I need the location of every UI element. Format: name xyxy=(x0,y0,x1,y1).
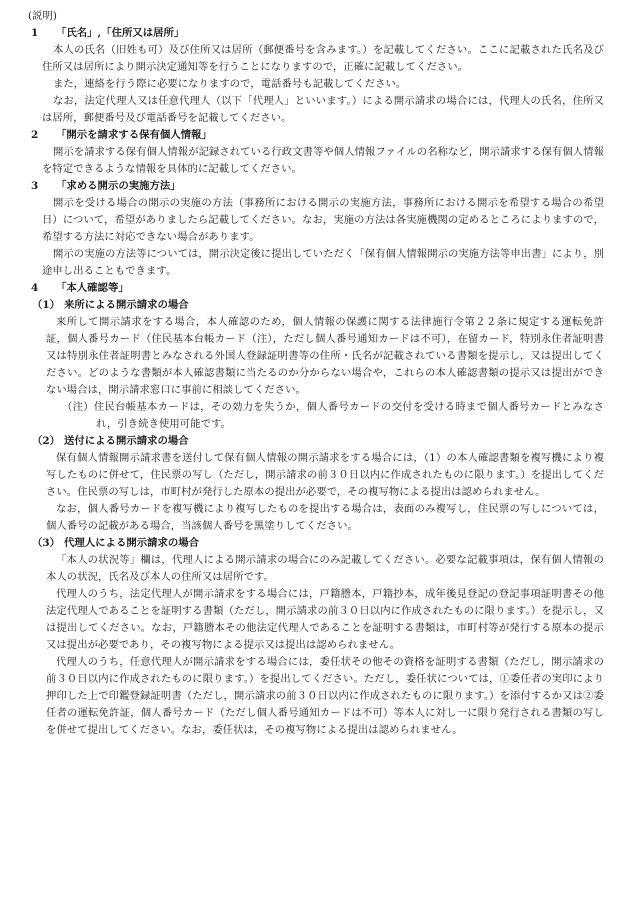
section-name-address xyxy=(26,25,604,127)
subsection-by-agent xyxy=(26,535,604,739)
section-title: 「開示を請求する保有個人情報」 xyxy=(56,129,212,141)
subsection-number: （1） xyxy=(32,299,61,311)
document-title: (説明) xyxy=(28,10,57,22)
section-number: 1 xyxy=(31,27,39,39)
section-requested-info xyxy=(26,127,604,178)
subsection-number: （3） xyxy=(32,537,61,549)
paragraph: 代理人のうち，任意代理人が開示請求をする場合には，委任状その他その資格を証明する書類（ただし，開示請求の前３０日以内に作成されたものに限ります。）を提出してください。ただし，委任状については，①委任者の実印により押印した上で印鑑登録証明書（ただし，開示請求の前３０日以内に作成されたものに限ります。）を添付するか又は②委任者の運転免許証，個人番号カード（ただし個人番号通知カードは不可）等本人に対し一に限り発行される書類の写しを併せて提出してください。なお，委任状は，その複写物による提出は認められません。 xyxy=(46,656,604,736)
paragraph: 開示を受ける場合の開示の実施の方法（事務所における開示の実施方法，事務所における開示を希望する場合の希望日）について，希望がありましたら記載してください。なお，実施の方法は各実施機関の定めるところによりますので，希望する方法に対応できない場合があります。 xyxy=(42,197,604,243)
paragraph: 「本人の状況等」欄は，代理人による開示請求の場合にのみ記載してください。必要な記載事項は，保有個人情報の本人の状況，氏名及び本人の住所又は居所です。 xyxy=(46,554,604,583)
paragraph: 本人の氏名（旧姓も可）及び住所又は居所（郵便番号を含みます。）を記載してください。ここに記載された氏名及び住所又は居所により開示決定通知等を行うことになりますので，正確に記載してください。 xyxy=(42,44,604,73)
paragraph: 開示を請求する保有個人情報が記録されている行政文書等や個人情報ファイルの名称など，開示請求する保有個人情報を特定できるような情報を具体的に記載してください。 xyxy=(42,146,604,175)
section-title: 「氏名」,「住所又は居所」 xyxy=(56,27,185,39)
section-disclosure-method xyxy=(26,178,604,280)
paragraph: なお，個人番号カードを複写機により複写したものを提出する場合は，表面のみ複写し，住民票の写しについては，個人番号の記載がある場合，当該個人番号を黒塗りしてください。 xyxy=(46,503,604,532)
section-heading xyxy=(26,178,604,195)
subsection-title: 送付による開示請求の場合 xyxy=(64,435,189,447)
section-identity-verification xyxy=(26,280,604,739)
section-number: 2 xyxy=(31,129,39,141)
explanation-document xyxy=(26,8,604,739)
footnote: （注）住民台帳基本カードは，その効力を失うか，個人番号カードの交付を受ける時まで個人番号カードとみなされ，引き続き使用可能です。 xyxy=(62,401,604,430)
section-title: 「求める開示の実施方法」 xyxy=(56,180,181,192)
paragraph: 来所して開示請求をする場合，本人確認のため，個人情報の保護に関する法律施行令第２２条に規定する運転免許証，個人番号カード（住民基本台帳カード（注），ただし個人番号通知カードは不可），在留カード，特別永住者証明書又は特別永住者証明書とみなされる外国人登録証明書等の住所・氏名が記載されている書類を提示し，又は提出してください。どのような書類が本人確認書類に当たるのか分からない場合や，これらの本人確認書類の提示又は提出ができない場合は，開示請求窓口に事前に相談してください。 xyxy=(46,316,604,396)
section-heading xyxy=(26,25,604,42)
subsection-in-person xyxy=(26,297,604,433)
section-heading xyxy=(26,280,604,297)
subsection-heading xyxy=(26,297,604,314)
subsection-heading xyxy=(26,433,604,450)
paragraph: 代理人のうち，法定代理人が開示請求をする場合には，戸籍謄本，戸籍抄本，成年後見登記の登記事項証明書その他法定代理人であることを証明する書類（ただし，開示請求の前３０日以内に作成されたものに限ります。）を提示し，又は提出してください。なお，戸籍謄本その他法定代理人であることを証明する書類は，市町村等が発行する原本の提示又は提出が必要であり，その複写物による提示又は提出は認められません。 xyxy=(46,588,604,651)
subsection-title: 代理人による開示請求の場合 xyxy=(64,537,200,549)
paragraph: 開示の実施の方法等については，開示決定後に提出していただく「保有個人情報開示の実施方法等申出書」により，別途申し出ることもできます。 xyxy=(42,248,604,277)
subsection-number: （2） xyxy=(32,435,61,447)
paragraph: 保有個人情報開示請求書を送付して保有個人情報の開示請求をする場合には，（1）の本人確認書類を複写機により複写したものに併せて，住民票の写し（ただし，開示請求の前３０日以内に作成されたものに限ります。）を提出してください。住民票の写しは，市町村が発行した原本の提出が必要で，その複写物による提出は認められません。 xyxy=(46,452,604,498)
paragraph: また，連絡を行う際に必要になりますので，電話番号も記載してください。 xyxy=(53,78,407,90)
paragraph: なお，法定代理人又は任意代理人（以下「代理人」といいます。）による開示請求の場合には，代理人の氏名，住所又は居所，郵便番号及び電話番号を記載してください。 xyxy=(42,95,604,124)
subsection-title: 来所による開示請求の場合 xyxy=(64,299,189,311)
subsection-by-mail xyxy=(26,433,604,535)
section-number: 3 xyxy=(31,180,39,192)
section-number: 4 xyxy=(31,282,39,294)
section-heading xyxy=(26,127,604,144)
section-title: 「本人確認等」 xyxy=(56,282,129,294)
subsection-heading xyxy=(26,535,604,552)
